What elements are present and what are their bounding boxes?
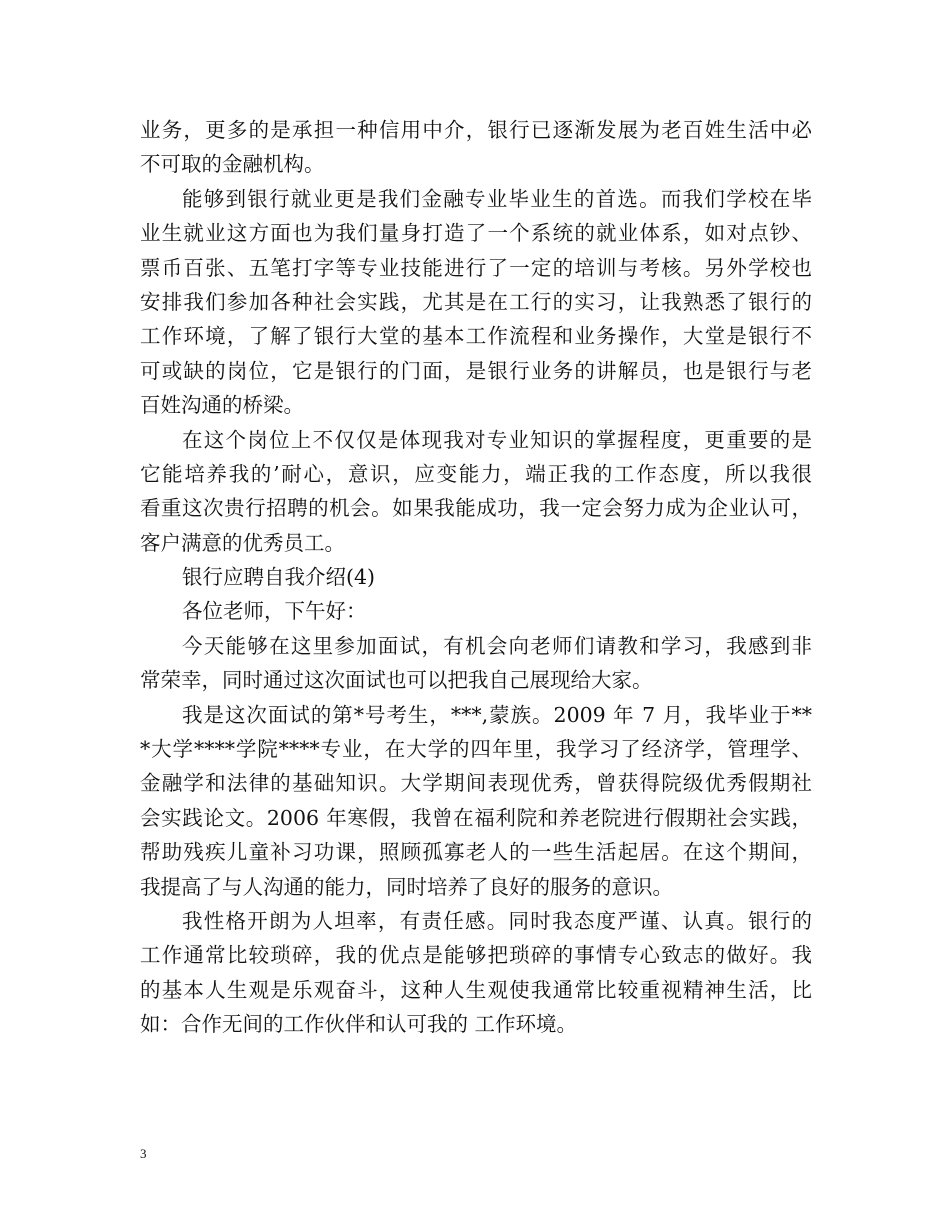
text-line: 的基本人生观是乐观奋斗，这种人生观使我通常比较重视精神生活，比 [140,977,812,1002]
text-line: 安排我们参加各种社会实践，尤其是在工行的实习，让我熟悉了银行的 [140,289,812,314]
text-line: 我提高了与人沟通的能力，同时培养了良好的服务的意识。 [140,874,673,899]
text-line: 业务，更多的是承担一种信用中介，银行已逐渐发展为老百姓生活中必 [140,118,812,142]
text-line: 票币百张、五笔打字等专业技能进行了一定的培训与考核。另外学校也 [140,255,812,280]
text-line: 今天能够在这里参加面试，有机会向老师们请教和学习，我感到非 [182,633,812,658]
text-line: 能够到银行就业更是我们金融专业毕业生的首选。而我们学校在毕 [182,186,812,211]
document-body [140,113,812,1042]
text-line: 业生就业这方面也为我们量身打造了一个系统的就业体系，如对点钞、 [140,221,812,246]
text-line: 看重这次贵行招聘的机会。如果我能成功，我一定会努力成为企业认可， [140,496,812,521]
text-line: 不可取的金融机构。 [140,152,325,177]
text-line: 我是这次面试的第*号考生，***,蒙族。2009 年 7 月，我毕业于** [182,702,812,727]
text-line: 我性格开朗为人坦率，有责任感。同时我态度严谨、认真。银行的 [182,908,812,933]
text-line: 金融学和法律的基础知识。大学期间表现优秀，曾获得院级优秀假期社 [140,771,812,796]
text-line: 各位老师，下午好： [182,599,367,624]
text-line: 工作通常比较琐碎，我的优点是能够把琐碎的事情专心致志的做好。我 [140,943,812,968]
text-line: 会实践论文。2006 年寒假，我曾在福利院和养老院进行假期社会实践， [140,805,812,830]
text-line: 如：合作无间的工作伙伴和认可我的 工作环境。 [140,1012,578,1037]
page-number: 3 [140,1146,147,1161]
text-line: 在这个岗位上不仅仅是体现我对专业知识的掌握程度，更重要的是 [182,427,812,452]
text-line: 工作环境，了解了银行大堂的基本工作流程和业务操作，大堂是银行不 [140,324,812,349]
text-line: 它能培养我的’耐心，意识，应变能力，端正我的工作态度，所以我很 [140,461,812,486]
text-line: 帮助残疾儿童补习功课，照顾孤寡老人的一些生活起居。在这个期间， [140,840,812,865]
text-line: 客户满意的优秀员工。 [140,530,345,555]
text-line: *大学****学院****专业，在大学的四年里，我学习了经济学，管理学、 [140,737,812,762]
text-line: 常荣幸，同时通过这次面试也可以把我自己展现给大家。 [140,668,653,693]
text-line: 百姓沟通的桥梁。 [140,393,304,418]
text-line: 可或缺的岗位，它是银行的门面，是银行业务的讲解员，也是银行与老 [140,358,812,383]
text-line: 银行应聘自我介绍(4) [182,565,376,590]
